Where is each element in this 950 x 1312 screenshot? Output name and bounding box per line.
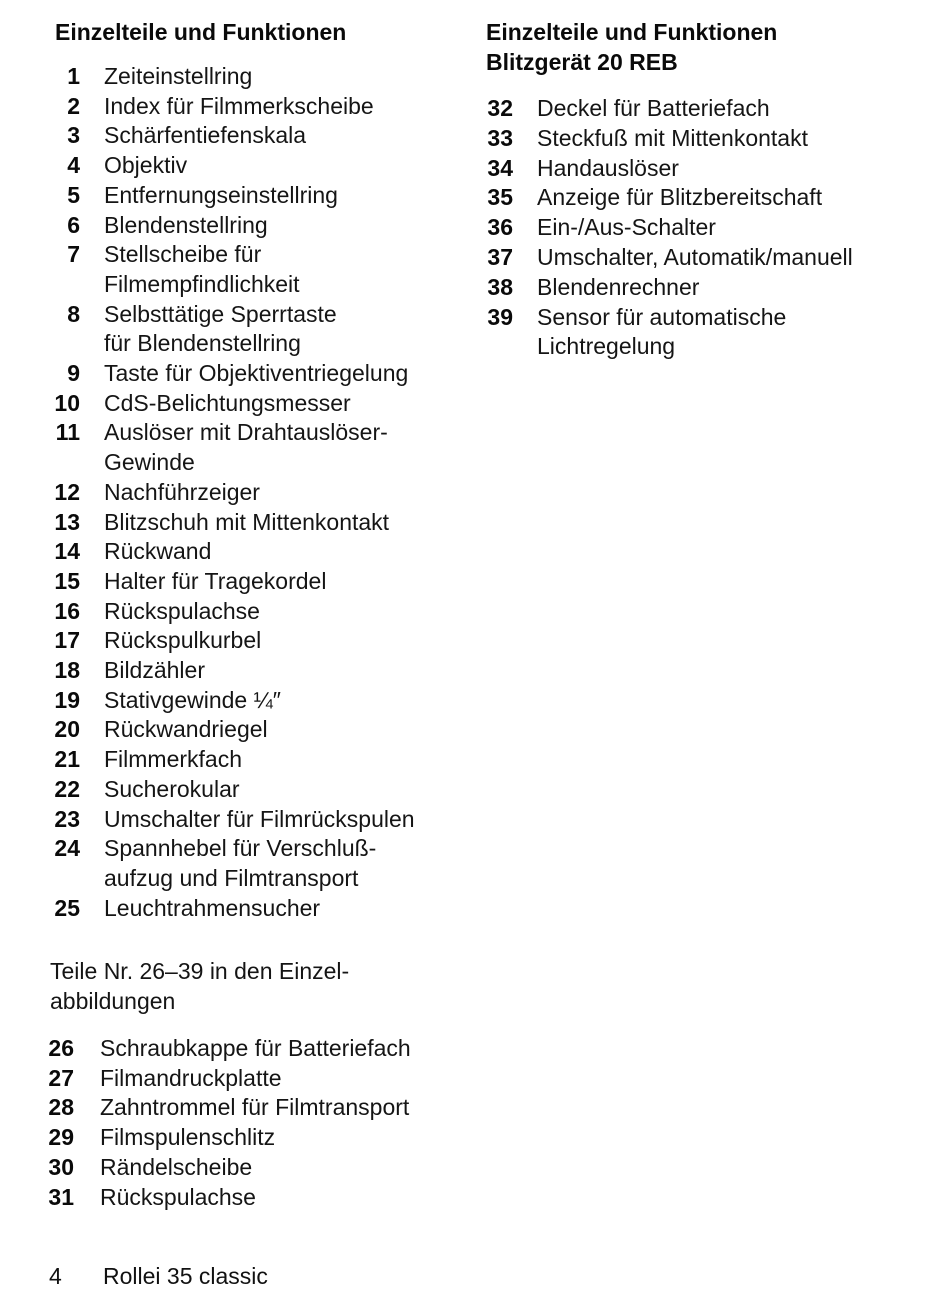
list-item — [46, 478, 466, 508]
item-label: Halter für Tragekordel — [104, 567, 327, 594]
item-label: Leuchtrahmensucher — [104, 894, 321, 921]
item-label: Rändelscheibe — [100, 1153, 253, 1180]
item-number: 4 — [67, 152, 80, 179]
list-item — [46, 211, 466, 241]
item-number: 5 — [67, 181, 80, 208]
item-number: 6 — [67, 211, 80, 238]
list-item — [482, 154, 922, 184]
item-number: 3 — [67, 122, 80, 149]
list-item — [46, 181, 466, 211]
item-label: Nachführzeiger — [104, 478, 260, 505]
item-number: 8 — [67, 300, 80, 327]
item-number: 31 — [48, 1183, 74, 1210]
right-heading-line1: Einzelteile und Funktionen — [486, 19, 778, 45]
item-label: Auslöser mit Drahtauslöser- Gewinde — [104, 419, 388, 476]
list-item — [46, 121, 466, 151]
item-label: Schärfentiefenskala — [104, 122, 307, 149]
item-label: Stellscheibe für Filmempfindlichkeit — [104, 241, 300, 297]
item-number: 14 — [54, 538, 80, 565]
list-item — [46, 745, 466, 775]
list-item — [482, 303, 922, 363]
item-number: 1 — [67, 63, 80, 89]
item-label: Ein-/Aus-Schalter — [537, 214, 716, 241]
item-number: 39 — [487, 303, 513, 330]
item-number: 26 — [48, 1035, 74, 1061]
item-label: Bildzähler — [104, 657, 205, 684]
item-number: 11 — [55, 419, 80, 446]
item-number: 20 — [54, 716, 80, 743]
list-item — [482, 273, 922, 303]
item-number: 15 — [54, 567, 80, 594]
item-number: 28 — [48, 1094, 74, 1121]
item-label: Steckfuß mit Mittenkontakt — [537, 124, 808, 151]
item-number: 22 — [54, 775, 80, 802]
page-footer — [49, 1261, 268, 1291]
list-item — [46, 626, 466, 656]
item-label: Sensor für automatische Lichtregelung — [537, 303, 787, 360]
list-item — [46, 62, 466, 92]
item-number: 37 — [487, 243, 513, 270]
item-number: 2 — [67, 92, 80, 119]
item-label: Index für Filmmerkscheibe — [104, 92, 374, 119]
list-item — [46, 240, 466, 299]
item-number: 29 — [48, 1124, 74, 1151]
list-item — [46, 1093, 466, 1123]
item-label: Rückwandriegel — [104, 716, 268, 743]
list-item — [46, 715, 466, 745]
item-label: Umschalter, Automatik/manuell — [537, 243, 853, 270]
item-number: 38 — [487, 273, 513, 300]
item-number: 36 — [487, 214, 513, 241]
item-label: Handauslöser — [537, 154, 679, 181]
item-label: CdS-Belichtungsmesser — [104, 389, 351, 416]
item-label: Zeiteinstellring — [104, 63, 253, 89]
list-item — [46, 359, 466, 389]
right-heading-line2: Blitzgerät 20 REB — [486, 49, 678, 75]
list-item — [46, 656, 466, 686]
item-number: 23 — [54, 805, 80, 832]
list-item — [46, 151, 466, 181]
item-label: Rückspulachse — [100, 1183, 256, 1210]
list-item — [46, 894, 466, 924]
item-number: 19 — [54, 686, 80, 713]
item-label: Selbsttätige Sperrtaste für Blendenstellring — [104, 300, 337, 357]
list-item — [46, 686, 466, 716]
list-item — [46, 92, 466, 122]
item-label: Zahntrommel für Filmtransport — [100, 1094, 410, 1121]
list-item — [482, 124, 922, 154]
left-heading: Einzelteile und Funktionen — [55, 19, 347, 45]
list-item — [482, 243, 922, 273]
page-number: 4 — [49, 1263, 62, 1289]
item-label: Blitzschuh mit Mittenkontakt — [104, 508, 390, 535]
item-label: Filmandruckplatte — [100, 1064, 282, 1091]
item-label: Umschalter für Filmrückspulen — [104, 805, 415, 832]
flash-parts-list — [482, 94, 922, 362]
parts-list-main — [46, 62, 466, 923]
list-item — [46, 537, 466, 567]
item-label: Rückwand — [104, 538, 212, 565]
list-item — [482, 213, 922, 243]
item-label: Taste für Objektiventriegelung — [104, 360, 409, 387]
item-number: 13 — [54, 508, 80, 535]
list-item — [46, 597, 466, 627]
item-number: 9 — [67, 360, 80, 387]
list-item — [46, 1183, 466, 1213]
list-item — [482, 183, 922, 213]
item-label: Blendenstellring — [104, 211, 268, 238]
item-label: Entfernungseinstellring — [104, 181, 338, 208]
item-number: 30 — [48, 1153, 74, 1180]
item-label: Rückspulkurbel — [104, 627, 262, 654]
item-label: Filmmerkfach — [104, 746, 243, 773]
item-number: 10 — [54, 389, 80, 416]
footer-title: Rollei 35 classic — [103, 1263, 268, 1289]
item-number: 18 — [54, 657, 80, 684]
item-number: 17 — [54, 627, 80, 654]
item-label: Anzeige für Blitzbereitschaft — [537, 184, 823, 211]
list-item — [46, 1153, 466, 1183]
item-number: 33 — [487, 124, 513, 151]
list-item — [46, 775, 466, 805]
list-item — [482, 94, 922, 124]
item-number: 16 — [54, 597, 80, 624]
item-number: 32 — [487, 95, 513, 121]
item-label: Objektiv — [104, 152, 188, 179]
item-number: 34 — [487, 154, 513, 181]
parts-note: Teile Nr. 26–39 in den Einzel- abbildungen — [50, 958, 350, 1014]
item-number: 35 — [487, 184, 513, 211]
item-label: Spannhebel für Verschluß- aufzug und Filmtransport — [104, 835, 377, 891]
item-number: 25 — [54, 894, 80, 921]
item-label: Schraubkappe für Batteriefach — [100, 1035, 411, 1061]
list-item — [46, 389, 466, 419]
parts-list-detail — [46, 1034, 466, 1212]
list-item — [46, 508, 466, 538]
item-number: 27 — [48, 1064, 74, 1091]
item-label: Blendenrechner — [537, 273, 700, 300]
item-label: Sucherokular — [104, 775, 240, 802]
item-label: Filmspulenschlitz — [100, 1124, 276, 1151]
item-label: Stativgewinde ¼″ — [104, 686, 281, 713]
list-item — [46, 300, 466, 359]
item-number: 21 — [54, 746, 80, 773]
item-number: 24 — [54, 835, 80, 862]
list-item — [46, 1064, 466, 1094]
list-item — [46, 567, 466, 597]
list-item — [46, 1123, 466, 1153]
item-number: 7 — [67, 241, 80, 268]
list-item — [46, 1034, 466, 1064]
list-item — [46, 805, 466, 835]
item-label: Rückspulachse — [104, 597, 260, 624]
item-number: 12 — [54, 478, 80, 505]
item-label: Deckel für Batteriefach — [537, 95, 770, 121]
list-item — [46, 834, 466, 893]
list-item — [46, 418, 466, 477]
